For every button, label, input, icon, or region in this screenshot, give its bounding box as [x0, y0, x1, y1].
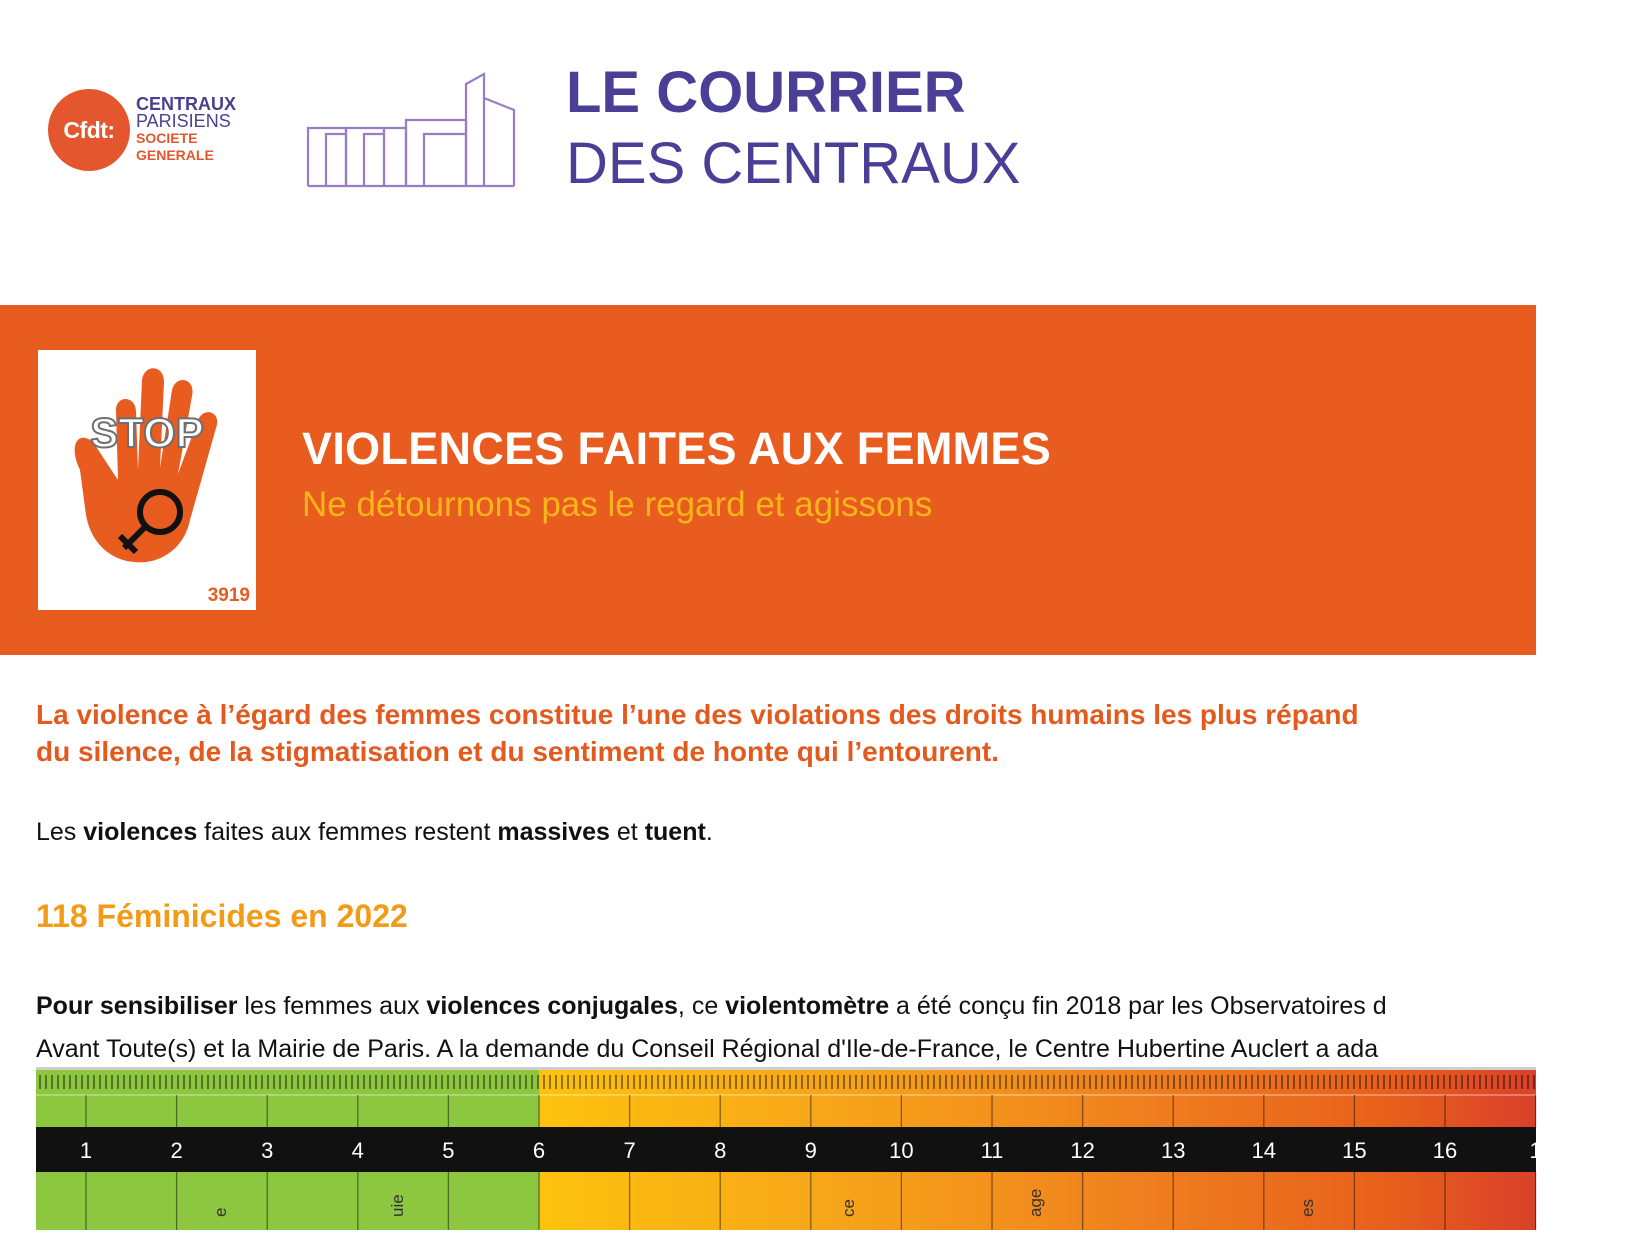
violentometre-image	[36, 1067, 1542, 1230]
ruler-number: 1	[1529, 1138, 1542, 1163]
masthead-line-1: LE COURRIER	[566, 60, 966, 125]
section-heading: 118 Féminicides en 2022	[36, 898, 408, 934]
intro-paragraph	[36, 818, 713, 847]
ruler-number: 4	[351, 1138, 364, 1163]
header	[0, 0, 1536, 305]
ruler-number: 7	[623, 1138, 636, 1163]
label-fragment: es	[1298, 1199, 1317, 1217]
label-fragment: uie	[388, 1194, 407, 1217]
ruler-number: 10	[889, 1138, 914, 1163]
cfdt-logo-text	[136, 96, 246, 164]
ruler-number: 15	[1342, 1138, 1367, 1163]
masthead-line-2: DES CENTRAUX	[566, 131, 1021, 196]
ruler-number: 14	[1251, 1138, 1277, 1163]
text: faites aux femmes restent	[197, 818, 498, 846]
ruler-number: 16	[1432, 1138, 1458, 1163]
bold-text: Pour sensibiliser	[36, 992, 238, 1020]
ruler-number: 1	[79, 1138, 93, 1163]
bold-text: violences	[83, 818, 198, 846]
ruler-number: 6	[532, 1138, 546, 1163]
paragraph-line-1	[36, 985, 1387, 1028]
article-subtitle: Ne détournons pas le regard et agissons	[302, 485, 933, 524]
ruler-number: 3	[261, 1138, 274, 1163]
ruler-number: 5	[442, 1138, 455, 1163]
bold-text: violentomètre	[725, 992, 890, 1020]
stop-violence-image	[38, 350, 256, 610]
helpline-number: 3919	[207, 585, 250, 606]
bold-text: violences conjugales	[426, 992, 678, 1020]
text: les femmes aux	[237, 992, 427, 1020]
building-illustration	[306, 72, 518, 188]
logo-line-2: PARISIENS	[136, 111, 231, 131]
label-fragment: e	[211, 1207, 230, 1217]
stop-hand-icon	[38, 350, 256, 610]
text: et	[609, 818, 645, 846]
ruler-number: 11	[980, 1138, 1004, 1163]
cfdt-logo-circle: Cfdt:	[48, 89, 130, 171]
article-banner	[0, 305, 1536, 655]
lead-paragraph	[36, 696, 1636, 770]
lead-line-1: La violence à l’égard des femmes constitue l’une des violations des droits humains les plus répand	[36, 699, 1359, 730]
paragraph-line-2: Avant Toute(s) et la Mairie de Paris. A la demande du Conseil Régional d'Ile-de-France, le Centre Hubertine Auclert a ada	[36, 1035, 1379, 1063]
ruler-number: 12	[1070, 1138, 1095, 1163]
ruler-number: 2	[170, 1138, 183, 1163]
label-fragment: ce	[839, 1199, 858, 1217]
stop-text: STOP	[90, 409, 204, 456]
ruler-number: 8	[714, 1138, 727, 1163]
bold-text: massives	[497, 818, 610, 846]
text: Les	[36, 818, 84, 846]
article-title: VIOLENCES FAITES AUX FEMMES	[302, 423, 1052, 474]
violentometre-paragraph	[36, 985, 1387, 1071]
ruler-number: 9	[804, 1138, 817, 1163]
text: , ce	[677, 992, 726, 1020]
violentometre-graphic	[36, 1067, 1542, 1230]
lead-line-2: du silence, de la stigmatisation et du sentiment de honte qui l’entourent.	[36, 736, 1000, 767]
logo-line-1: CENTRAUX	[136, 94, 237, 114]
masthead-title	[566, 58, 1020, 200]
ruler-number: 13	[1160, 1138, 1186, 1163]
cfdt-logo[interactable]	[46, 86, 246, 176]
logo-line-3: SOCIETE GENERALE	[136, 130, 214, 163]
label-fragment: age	[1026, 1188, 1045, 1217]
text: .	[705, 818, 713, 846]
bold-text: tuent	[644, 818, 706, 846]
text: a été conçu fin 2018 par les Observatoires d	[889, 992, 1387, 1020]
